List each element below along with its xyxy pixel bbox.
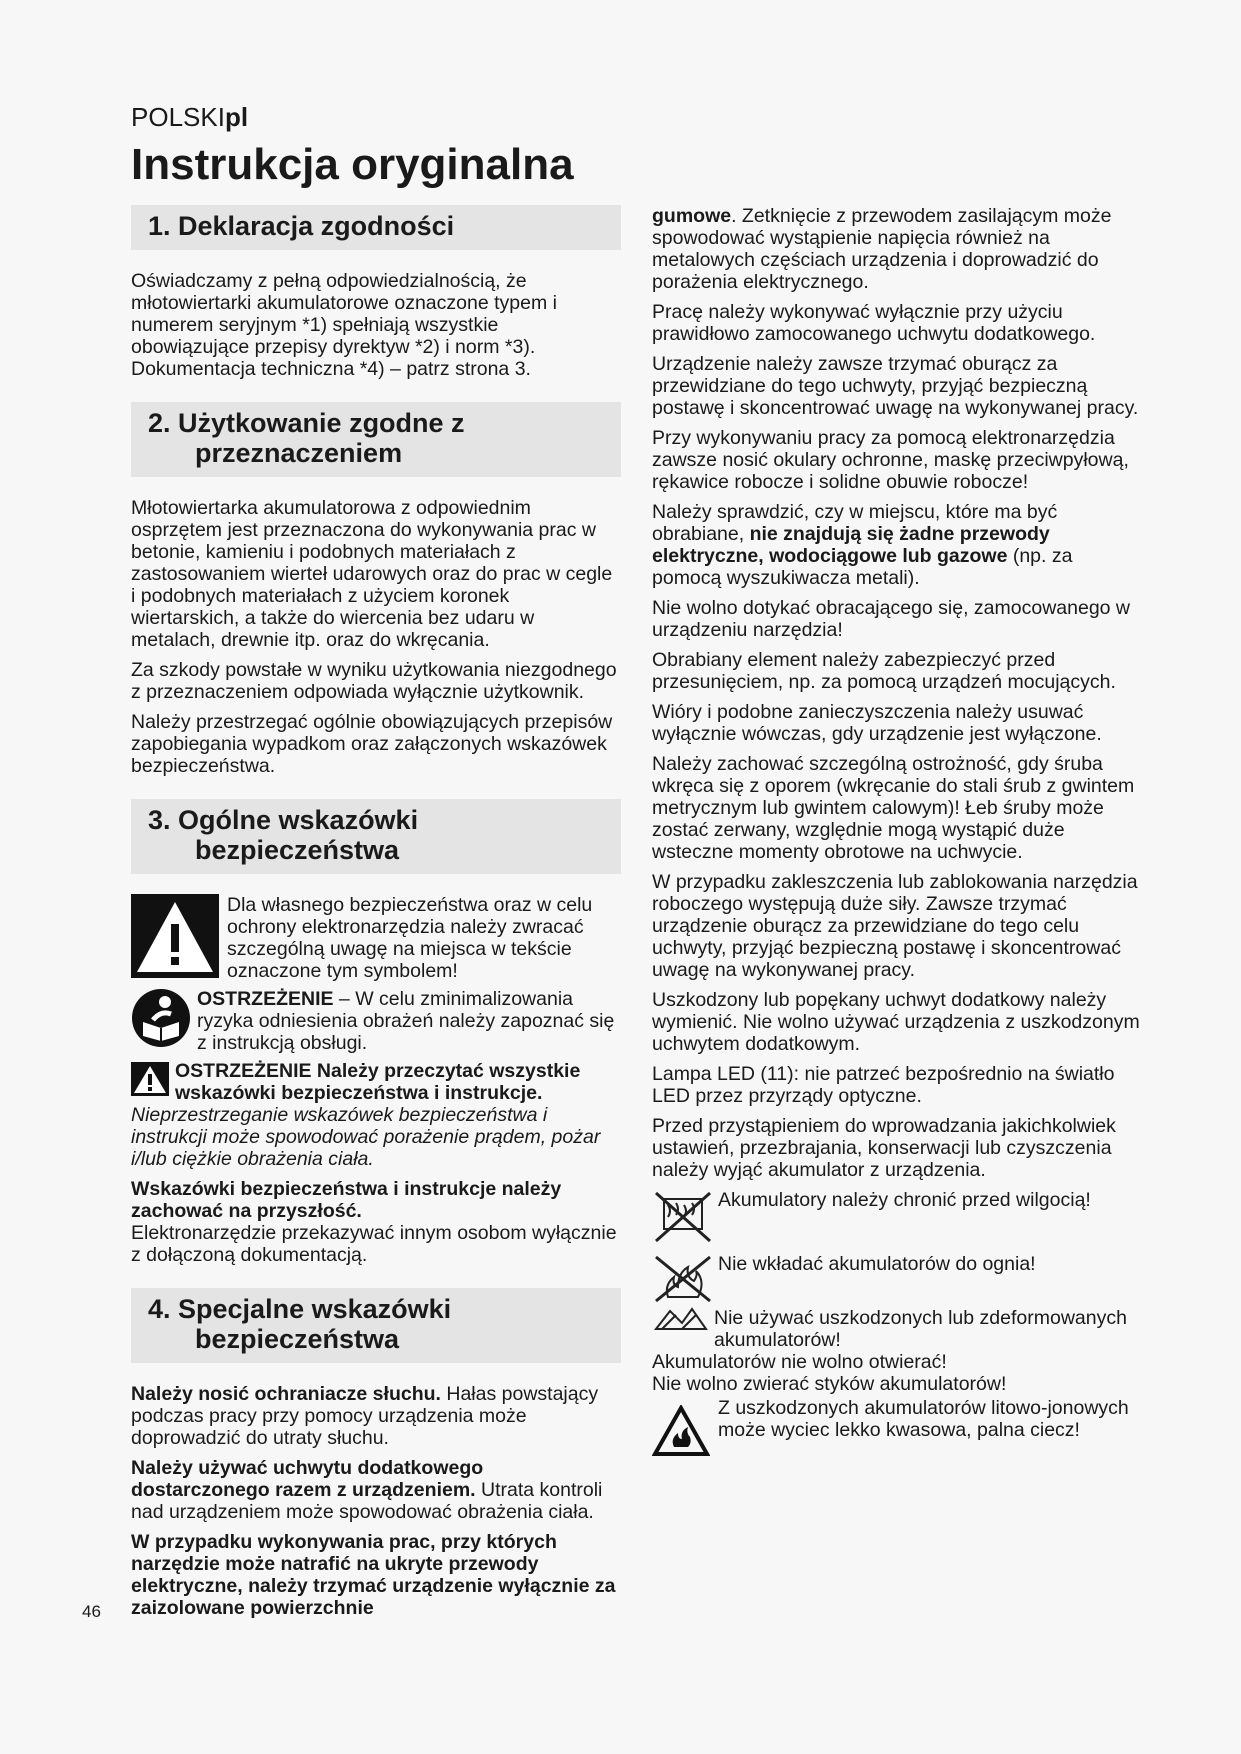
symbol-explanation: Dla własnego bezpieczeństwa oraz w celu ochrony elektronarzędzia należy zwracać szczególną uwagę na miejsca w tekście oznaczone tym symbolem!: [227, 894, 593, 982]
section-4-paragraph: Należy nosić ochraniacze słuchu. Hałas powstający podczas pracy przy pomocy urządzenia może doprowadzić do utraty słuchu.: [131, 1383, 599, 1449]
paragraph: Pracę należy wykonywać wyłącznie przy użyciu prawidłowo zamocowanego uchwytu dodatkowego.: [652, 301, 1096, 345]
battery-moisture-row: Akumulatory należy chronić przed wilgocią!: [652, 1189, 1142, 1249]
warning-read-instructions: OSTRZEŻENIE Należy przeczytać wszystkie wskazówki bezpieczeństwa i instrukcje. Nieprzestrzeganie wskazówek bezpieczeństwa i instrukcji może spowodować porażenie prądem, pożar i/lub ciężkie obrażenia ciała.: [131, 1060, 601, 1170]
warning-label: OSTRZEŻENIE: [197, 988, 334, 1010]
paragraph: Nie wolno dotykać obracającego się, zamocowanego w urządzeniu narzędzia!: [652, 597, 1131, 641]
language-code: pl: [224, 102, 249, 132]
warning-triangle-icon: [131, 1062, 169, 1096]
read-manual-warning: OSTRZEŻENIE – W celu zminimalizowania ryzyka odniesienia obrażeń należy zapoznać się z instrukcją obsługi.: [131, 988, 621, 1054]
paragraph: Należy zachować szczególną ostrożność, gdy śruba wkręca się z oporem (wkręcanie do stali śrub z gwintem metrycznym lub gwintem calowym)! Łeb śruby może zostać zerwany, względnie mogą wystąpić duże wsteczne momenty obrotowe na uchwycie.: [652, 753, 1135, 863]
section-3-heading: 3. Ogólne wskazówki bezpieczeństwa: [131, 799, 621, 874]
section-2-heading: 2. Użytkowanie zgodne z przeznaczeniem: [131, 402, 621, 477]
paragraph: Przy wykonywaniu pracy za pomocą elektronarzędzia zawsze nosić okulary ochronne, maskę przeciwpyłową, rękawice robocze i solidne obuwie robocze!: [652, 427, 1129, 493]
paragraph: Uszkodzony lub popękany uchwyt dodatkowy należy wymienić. Nie wolno używać urządzenia z uszkodzonym uchwytem dodatkowym.: [652, 989, 1140, 1055]
left-column: [131, 205, 621, 1627]
damaged-battery-icon: [652, 1303, 710, 1333]
paragraph: Lampa LED (11): nie patrzeć bezpośrednio na światło LED przez przyrządy optyczne.: [652, 1063, 1115, 1107]
warning-triangle-icon: [131, 894, 219, 978]
right-column: [652, 205, 1142, 1457]
paragraph: gumowe. Zetknięcie z przewodem zasilającym może spowodować wystąpienie napięcia również na metalowych częściach urządzenia i doprowadzić do porażenia elektrycznego.: [652, 205, 1112, 293]
no-fire-icon: [652, 1253, 714, 1305]
language-label: [131, 102, 248, 133]
keep-instructions-paragraph: Wskazówki bezpieczeństwa i instrukcje należy zachować na przyszłość. Elektronarzędzie przekazywać innym osobom wyłącznie z dołączoną dokumentacją.: [131, 1178, 617, 1266]
section-2-paragraph: Młotowiertarka akumulatorowa z odpowiednim osprzętem jest przeznaczona do wykonywania prac w betonie, kamieniu i podobnych materiałach z zastosowaniem wierteł udarowych oraz do prac w cegle i podobnych materiałach z użyciem koronek wiertarskich, a także do wiercenia bez udaru w metalach, drewnie itp. oraz do wkręcania.: [131, 497, 613, 651]
section-1-text: Oświadczamy z pełną odpowiedzialnością, że młotowiertarki akumulatorowe oznaczone typem i numerem seryjnym *1) spełniają wszystkie obowiązujące przepisy dyrektyw *2) i norm *3). Dokumentacja techniczna *4) – patrz strona 3.: [131, 270, 557, 380]
paragraph: Urządzenie należy zawsze trzymać oburącz za przewidziane do tego uchwyty, przyjąć bezpieczną postawę i skoncentrować uwagę na wykonywanej pracy.: [652, 353, 1139, 419]
section-4-paragraph: W przypadku wykonywania prac, przy których narzędzie może natrafić na ukryte przewody elektryczne, należy trzymać urządzenie wyłącznie za zaizolowane powierzchnie: [131, 1531, 616, 1619]
battery-damaged-text: Nie używać uszkodzonych lub zdeformowanych akumulatorów! Akumulatorów nie wolno otwierać! Nie wolno zwierać styków akumulatorów!: [652, 1307, 1142, 1395]
paragraph: Obrabiany element należy zabezpieczyć przed przesunięciem, np. za pomocą urządzeń mocujących.: [652, 649, 1116, 693]
section-2-paragraph: Za szkody powstałe w wyniku użytkowania niezgodnego z przeznaczeniem odpowiada wyłącznie użytkownik.: [131, 659, 617, 703]
battery-leak-row: Z uszkodzonych akumulatorów litowo-jonowych może wyciec lekko kwasowa, palna ciecz!: [652, 1397, 1142, 1457]
flammable-warning-icon: [652, 1405, 710, 1457]
page-title: Instrukcja oryginalna: [131, 140, 574, 189]
paragraph: Przed przystąpieniem do wprowadzania jakichkolwiek ustawień, przezbrajania, konserwacji lub czyszczenia należy wyjąć akumulator z urządzenia.: [652, 1115, 1116, 1181]
no-water-icon: [652, 1189, 714, 1245]
read-manual-icon: [131, 988, 191, 1048]
paragraph: Należy sprawdzić, czy w miejscu, które ma być obrabiane, nie znajdują się żadne przewody elektryczne, wodociągowe lub gazowe (np. za pomocą wyszukiwacza metali).: [652, 501, 1073, 589]
section-2-paragraph: Należy przestrzegać ogólnie obowiązujących przepisów zapobiegania wypadkom oraz załączonych wskazówek bezpieczeństwa.: [131, 711, 613, 777]
warning-symbol-block: [131, 894, 621, 982]
section-4-heading: 4. Specjalne wskazówki bezpieczeństwa: [131, 1288, 621, 1363]
paragraph: Wióry i podobne zanieczyszczenia należy usuwać wyłącznie wówczas, gdy urządzenie jest wyłączone.: [652, 701, 1102, 745]
section-4-paragraph: Należy używać uchwytu dodatkowego dostarczonego razem z urządzeniem. Utrata kontroli nad urządzeniem może spowodować obrażenia ciała.: [131, 1457, 603, 1523]
page-number: 46: [82, 1602, 101, 1621]
language-name: POLSKI: [131, 102, 225, 132]
battery-fire-row: Nie wkładać akumulatorów do ognia!: [652, 1253, 1142, 1305]
section-1-heading: 1. Deklaracja zgodności: [131, 205, 621, 250]
paragraph: W przypadku zakleszczenia lub zablokowania narzędzia roboczego występują duże siły. Zawsze trzymać urządzenie oburącz za przewidziane do tego celu uchwyty, przyjąć bezpieczną postawę i skoncentrować uwagę na wykonywanej pracy.: [652, 871, 1138, 981]
